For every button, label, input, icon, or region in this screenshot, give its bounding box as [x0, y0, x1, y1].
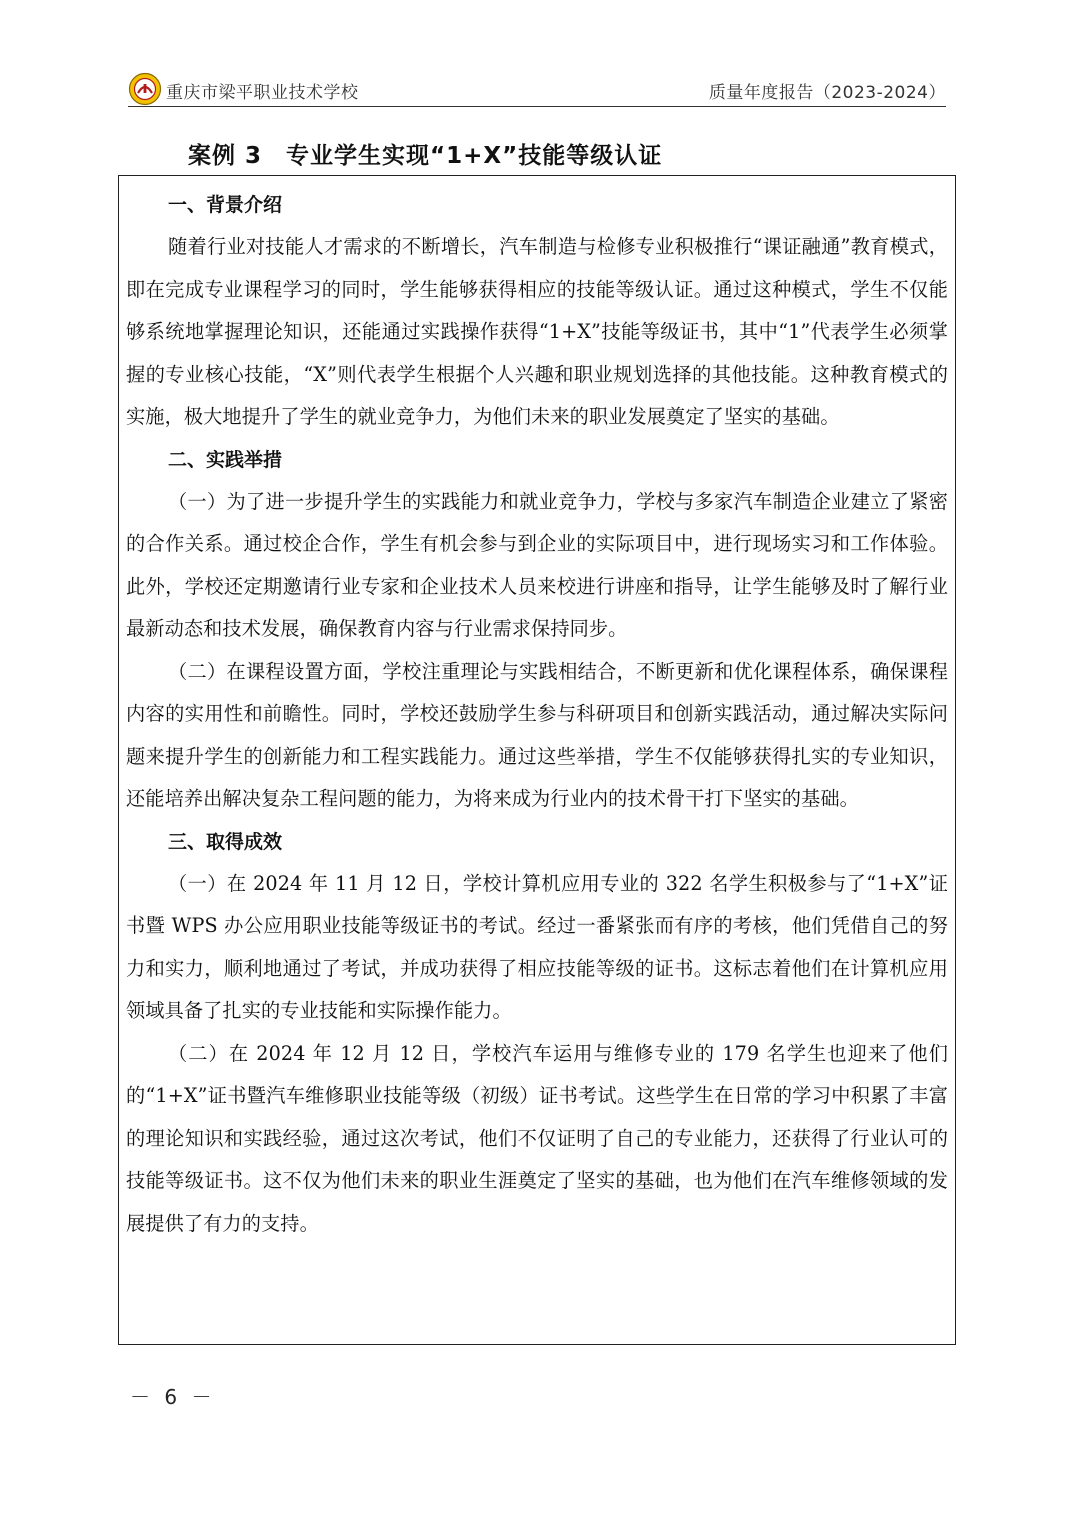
school-logo-icon: [128, 72, 162, 106]
section-results: [126, 821, 948, 1246]
page-header: [128, 72, 946, 107]
paragraph: （一）在 2024 年 11 月 12 日，学校计算机应用专业的 322 名学生积极参与了“1+X”证书暨 WPS 办公应用职业技能等级证书的考试。经过一番紧张而有序的考核，他们凭借自己的努力和实力，顺利地通过了考试，并成功获得了相应技能等级的证书。这标志着他们在计算机应用领域具备了扎实的专业技能和实际操作能力。: [126, 871, 948, 1022]
section-measures: [126, 439, 948, 821]
school-name: 重庆市梁平职业技术学校: [166, 83, 359, 103]
case-title: 案例 3 专业学生实现“1+X”技能等级认证: [188, 143, 663, 169]
section-heading: 一、背景介绍: [168, 194, 283, 216]
paragraph: （二）在 2024 年 12 月 12 日，学校汽车运用与维修专业的 179 名学生也迎来了他们的“1+X”证书暨汽车维修职业技能等级（初级）证书考试。这些学生在日常的学习中积累了丰富的理论知识和实践经验，通过这次考试，他们不仅证明了自己的专业能力，还获得了行业认可的技能等级证书。这不仅为他们未来的职业生涯奠定了坚实的基础，也为他们在汽车维修领域的发展提供了有力的支持。: [126, 1041, 948, 1235]
paragraph: （一）为了进一步提升学生的实践能力和就业竞争力，学校与多家汽车制造企业建立了紧密的合作关系。通过校企合作，学生有机会参与到企业的实际项目中，进行现场实习和工作体验。此外，学校还定期邀请行业专家和企业技术人员来校进行讲座和指导，让学生能够及时了解行业最新动态和技术发展，确保教育内容与行业需求保持同步。: [126, 489, 948, 640]
case-content: [126, 184, 948, 1245]
section-heading: 二、实践举措: [168, 448, 283, 471]
section-background: [126, 184, 948, 439]
report-title: 质量年度报告（2023-2024）: [708, 83, 946, 103]
page-number: － 6 －: [130, 1385, 216, 1409]
paragraph: 随着行业对技能人才需求的不断增长，汽车制造与检修专业积极推行“课证融通”教育模式，即在完成专业课程学习的同时，学生能够获得相应的技能等级认证。通过这种模式，学生不仅能够系统地掌握理论知识，还能通过实践操作获得“1+X”技能等级证书，其中“1”代表学生必须掌握的专业核心技能，“X”则代表学生根据个人兴趣和职业规划选择的其他技能。这种教育模式的实施，极大地提升了学生的就业竞争力，为他们未来的职业发展奠定了坚实的基础。: [126, 235, 948, 428]
paragraph: （二）在课程设置方面，学校注重理论与实践相结合，不断更新和优化课程体系，确保课程内容的实用性和前瞻性。同时，学校还鼓励学生参与科研项目和创新实践活动，通过解决实际问题来提升学生的创新能力和工程实践能力。通过这些举措，学生不仅能够获得扎实的专业知识，还能培养出解决复杂工程问题的能力，为将来成为行业内的技术骨干打下坚实的基础。: [126, 659, 948, 810]
section-heading: 三、取得成效: [168, 830, 283, 853]
